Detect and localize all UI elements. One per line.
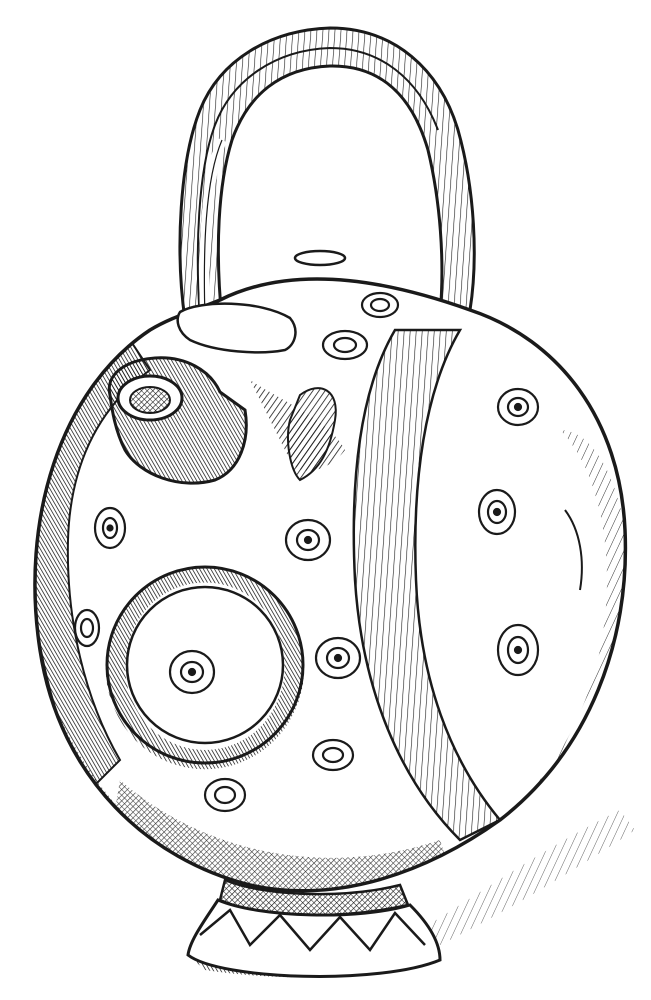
jug-foot (188, 880, 440, 977)
jug-body (20, 279, 628, 900)
jug-handle (180, 28, 474, 320)
